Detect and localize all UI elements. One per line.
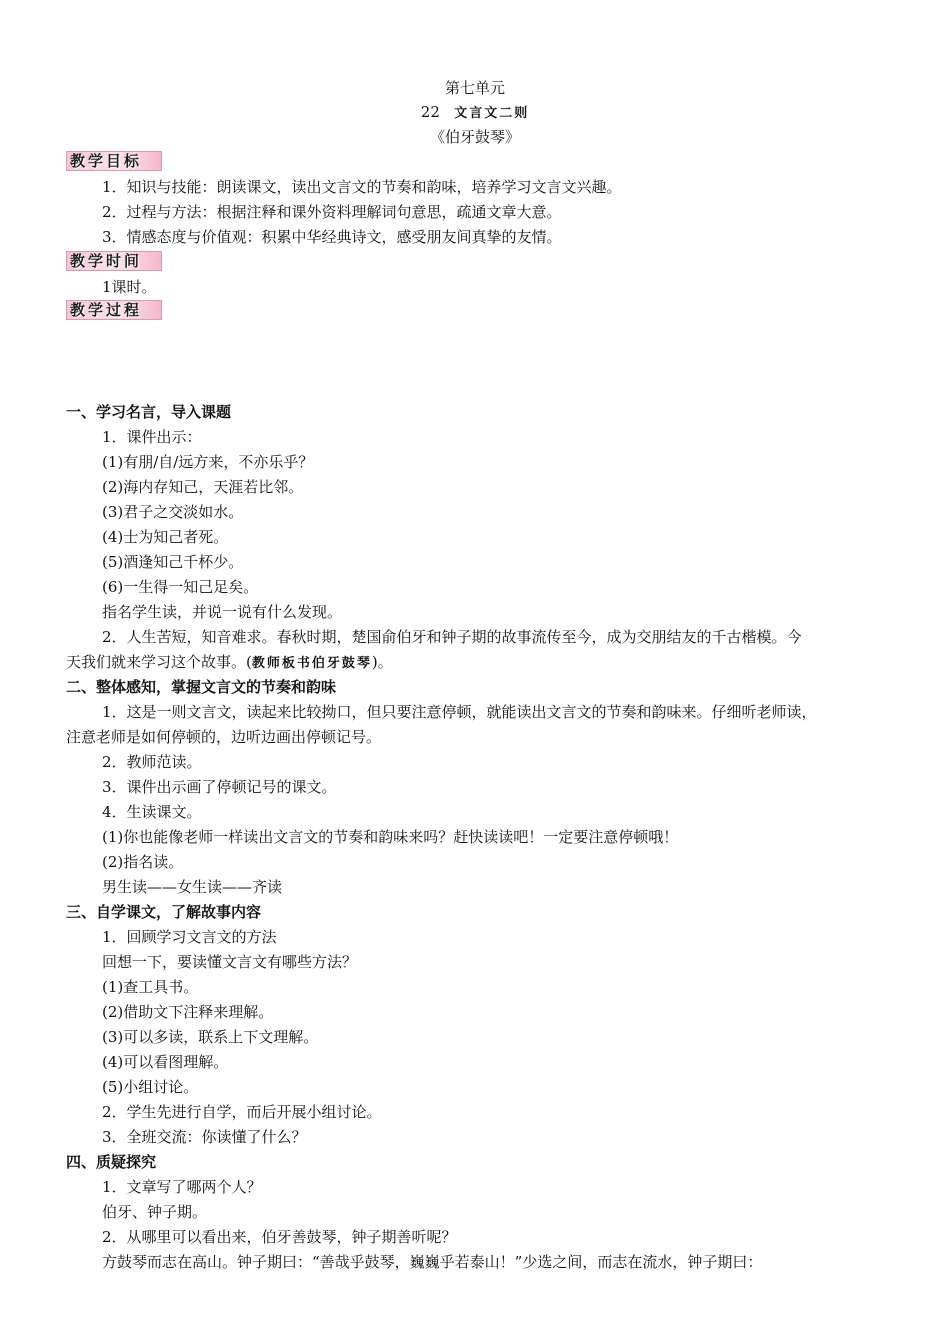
section-heading: 三、自学课文，了解故事内容 [66, 903, 262, 921]
lesson-name: 文言文二则 [454, 106, 530, 121]
text-line: 2．人生苦短，知音难求。春秋时期，楚国俞伯牙和钟子期的故事流传至今，成为交朋结友的千古楷模。今 [102, 628, 802, 646]
text-line: (1)有朋/自/远方来，不亦乐乎？ [102, 453, 314, 471]
unit-title: 第七单元 [444, 79, 505, 97]
text-line: (3)可以多读，联系上下文理解。 [102, 1028, 319, 1046]
badge-teaching-time: 教学时间 [66, 251, 162, 271]
text-line: (5)酒逢知己千杯少。 [102, 553, 244, 571]
text-line: (3)君子之交淡如水。 [102, 503, 244, 521]
goal-line: 3．情感态度与价值观：积累中华经典诗文，感受朋友间真挚的友情。 [102, 228, 562, 246]
text-line: 1．文章写了哪两个人？ [102, 1178, 262, 1196]
lesson-subtitle: 《伯牙鼓琴》 [429, 128, 520, 146]
text-line: 4．生读课文。 [102, 803, 202, 821]
goal-line: 2．过程与方法：根据注释和课外资料理解词句意思，疏通文章大意。 [102, 203, 562, 221]
text-line: 1．这是一则文言文，读起来比较拗口，但只要注意停顿，就能读出文言文的节奏和韵味来。仔细听老师读， [102, 703, 817, 721]
text-line: 1．回顾学习文言文的方法 [102, 928, 277, 946]
lesson-number: 22 [420, 103, 440, 121]
text-line: 1．课件出示： [102, 428, 202, 446]
text-line: (2)借助文下注释来理解。 [102, 1003, 274, 1021]
goal-line: 1．知识与技能：朗读课文，读出文言文的节奏和韵味，培养学习文言文兴趣。 [102, 178, 622, 196]
text-line: 2．教师范读。 [102, 753, 202, 771]
text-line: 天我们就来学习这个故事。(教师板书伯牙鼓琴)。 [66, 653, 393, 671]
section-heading: 四、质疑探究 [66, 1153, 157, 1171]
text-line: (1)你也能像老师一样读出文言文的节奏和韵味来吗？赶快读读吧！一定要注意停顿哦！ [102, 828, 679, 846]
blackboard-note: 教师板书伯牙鼓琴 [251, 656, 372, 671]
text-line: (2)海内存知己，天涯若比邻。 [102, 478, 304, 496]
text-line: 方鼓琴而志在高山。钟子期曰：“善哉乎鼓琴，巍巍乎若泰山！”少选之间，而志在流水，钟子期曰： [102, 1253, 763, 1271]
section-heading: 一、学习名言，导入课题 [66, 403, 232, 421]
text-line: 注意老师是如何停顿的，边听边画出停顿记号。 [66, 728, 382, 746]
text-line: (6)一生得一知己足矣。 [102, 578, 259, 596]
badge-teaching-goals: 教学目标 [66, 151, 162, 171]
text-line: 3．课件出示画了停顿记号的课文。 [102, 778, 337, 796]
text-line: (5)小组讨论。 [102, 1078, 199, 1096]
time-text: 1课时。 [102, 278, 157, 296]
text-line: (1)查工具书。 [102, 978, 199, 996]
text-line: 3．全班交流：你读懂了什么？ [102, 1128, 307, 1146]
lesson-title [0, 102, 950, 124]
text-line: (4)可以看图理解。 [102, 1053, 229, 1071]
badge-teaching-process: 教学过程 [66, 300, 162, 320]
text-line: (2)指名读。 [102, 853, 184, 871]
section-heading: 二、整体感知，掌握文言文的节奏和韵味 [66, 678, 337, 696]
text-line: 回想一下，要读懂文言文有哪些方法？ [102, 953, 358, 971]
text-line: 男生读——女生读——齐读 [102, 878, 283, 896]
text-line: 2．学生先进行自学，而后开展小组讨论。 [102, 1103, 382, 1121]
text-line: 指名学生读，并说一说有什么发现。 [102, 603, 343, 621]
text-line: 伯牙、钟子期。 [102, 1203, 208, 1221]
text-line: (4)士为知己者死。 [102, 528, 229, 546]
text-line: 2．从哪里可以看出来，伯牙善鼓琴，钟子期善听呢？ [102, 1228, 457, 1246]
